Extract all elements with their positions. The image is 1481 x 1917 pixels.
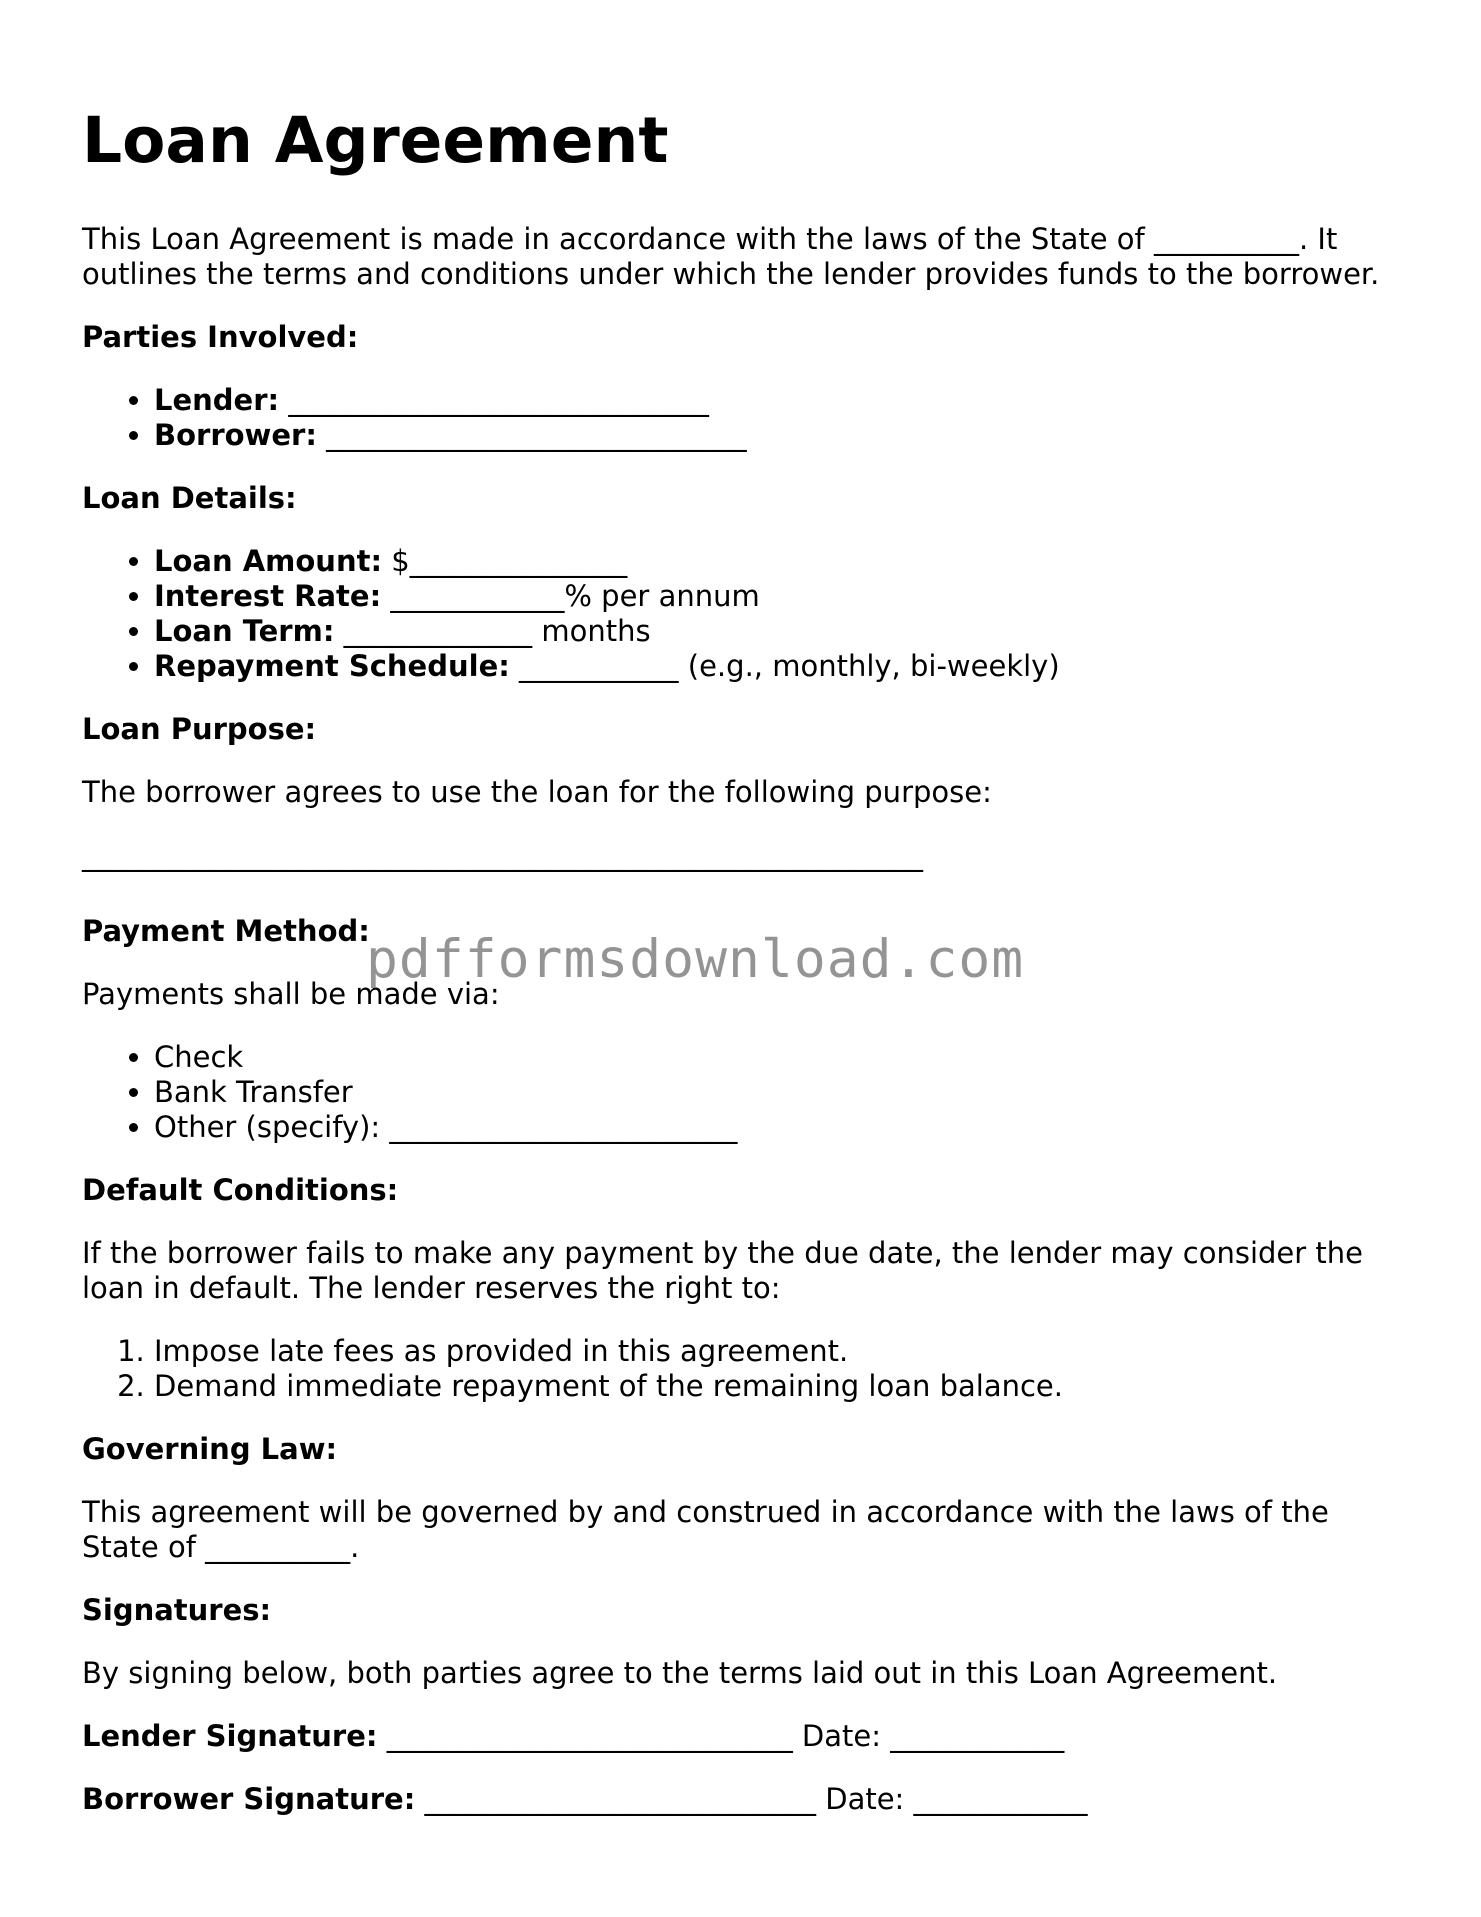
borrower-signature-blank: ___________________________ Date: ____________ — [415, 1782, 1088, 1816]
watermark: pdfformsdownload.com — [366, 929, 1025, 990]
list-item — [154, 383, 1412, 418]
default-conditions-list — [82, 1334, 1412, 1404]
loan-amount-blank: $_______________ — [382, 544, 628, 578]
governing-law-text: This agreement will be governed by and construed in accordance with the laws of the State of __________. — [82, 1495, 1329, 1564]
list-item: • Bank Transfer — [154, 1075, 1412, 1110]
list-item: 2. Demand immediate repayment of the remaining loan balance. — [154, 1369, 1412, 1404]
list-item — [154, 418, 1412, 453]
list-item — [154, 544, 1412, 579]
lender-signature-line — [82, 1719, 1412, 1754]
lender-label: Lender: — [154, 383, 280, 417]
parties-list — [82, 383, 1412, 453]
list-item — [154, 649, 1412, 684]
parties-heading: Parties Involved: — [82, 320, 359, 354]
repayment-schedule-label: Repayment Schedule: — [154, 649, 510, 683]
list-item — [154, 614, 1412, 649]
list-item: • Other (specify): ________________________ — [154, 1110, 1412, 1145]
borrower-signature-line — [82, 1782, 1412, 1817]
repayment-schedule-blank: ___________ (e.g., monthly, bi-weekly) — [509, 649, 1060, 683]
lender-signature-blank: ____________________________ Date: ____________ — [377, 1719, 1065, 1753]
borrower-label: Borrower: — [154, 418, 317, 452]
loan-term-blank: _____________ months — [334, 614, 651, 648]
intro-paragraph: This Loan Agreement is made in accordance with the laws of the State of __________. It outlines the terms and conditions under which the lender provides funds to the borrower. — [82, 222, 1380, 291]
page-title: Loan Agreement — [82, 104, 669, 177]
loan-details-heading: Loan Details: — [82, 481, 297, 515]
list-item: • Check — [154, 1040, 1412, 1075]
interest-rate-blank: ____________% per annum — [381, 579, 760, 613]
lender-signature-label: Lender Signature: — [82, 1719, 378, 1753]
loan-purpose-blank: __________________________________________________________ — [82, 838, 923, 872]
governing-law-heading: Governing Law: — [82, 1432, 338, 1466]
interest-rate-label: Interest Rate: — [154, 579, 382, 613]
loan-amount-label: Loan Amount: — [154, 544, 383, 578]
list-item — [154, 579, 1412, 614]
payment-method-list — [82, 1040, 1412, 1145]
lender-blank: _____________________________ — [279, 383, 709, 417]
default-conditions-text: If the borrower fails to make any payment by the due date, the lender may consider the loan in default. The lender reserves the right to: — [82, 1236, 1363, 1305]
default-conditions-heading: Default Conditions: — [82, 1173, 399, 1207]
payment-method-heading: Payment Method: — [82, 914, 370, 948]
payment-method-text: Payments shall be made via: — [82, 977, 500, 1011]
signatures-heading: Signatures: — [82, 1593, 272, 1627]
signatures-text: By signing below, both parties agree to the terms laid out in this Loan Agreement. — [82, 1656, 1278, 1690]
list-item: 1. Impose late fees as provided in this agreement. — [154, 1334, 1412, 1369]
borrower-signature-label: Borrower Signature: — [82, 1782, 416, 1816]
borrower-blank: _____________________________ — [316, 418, 747, 452]
loan-purpose-text: The borrower agrees to use the loan for the following purpose: — [82, 775, 992, 809]
loan-purpose-heading: Loan Purpose: — [82, 712, 317, 746]
loan-term-label: Loan Term: — [154, 614, 335, 648]
loan-details-list — [82, 544, 1412, 684]
